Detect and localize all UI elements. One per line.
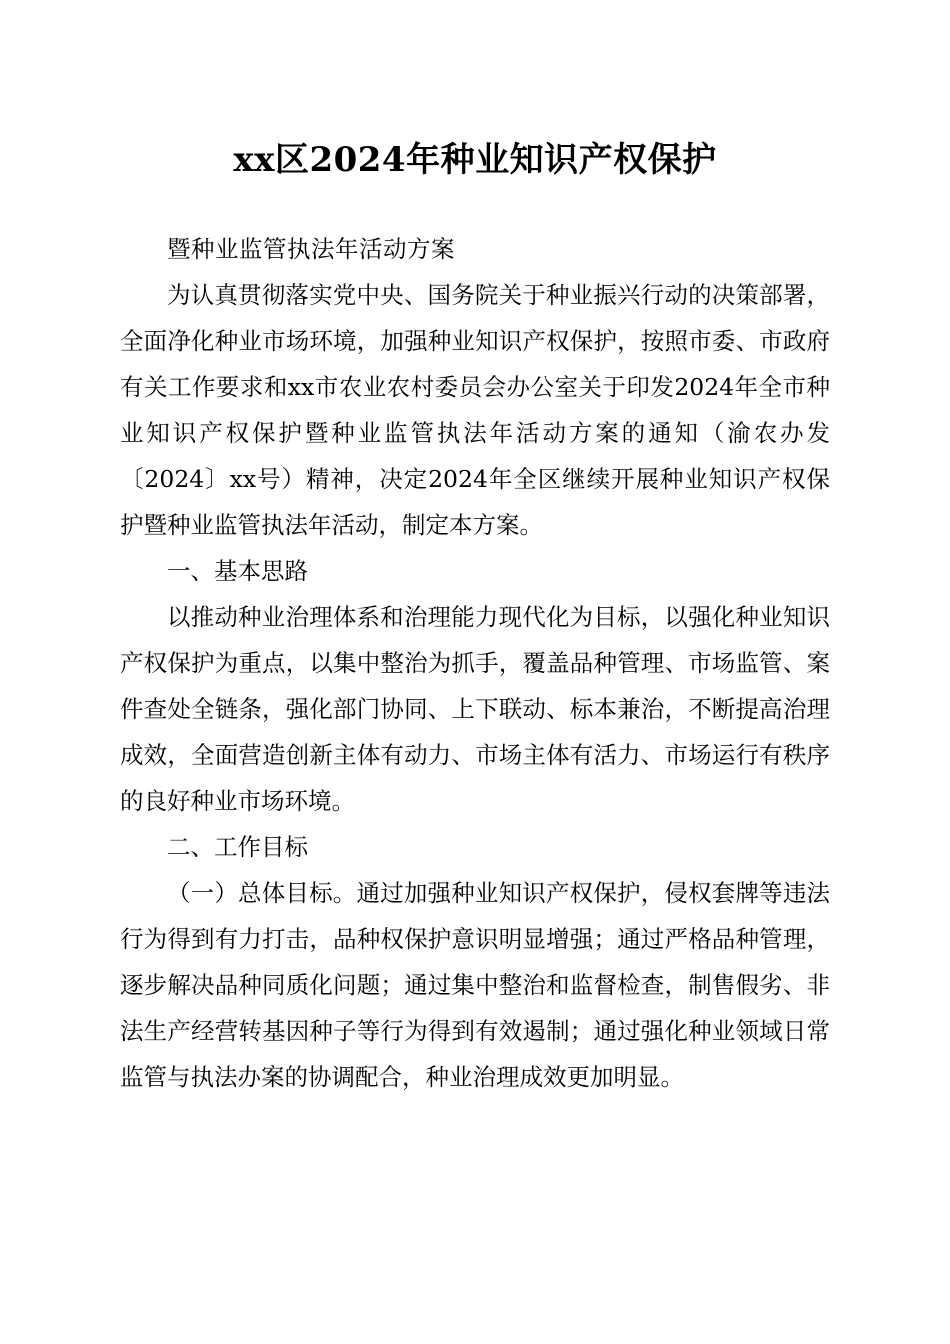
document-subtitle: 暨种业监管执法年活动方案 xyxy=(167,235,455,263)
section-paragraph-overall-goal: （一）总体目标。通过加强种业知识产权保护，侵权套牌等违法行为得到有力打击，品种权保护意识明显增强；通过严格品种管理，逐步解决品种同质化问题；通过集中整治和监督检查，制售假劣、非法生产经营转基因种子等行为得到有效遏制；通过强化种业领域日常监管与执法办案的协调配合，种业治理成效更加明显。 xyxy=(120,879,830,1091)
section-paragraph-basic-approach: 以推动种业治理体系和治理能力现代化为目标，以强化种业知识产权保护为重点，以集中整治为抓手，覆盖品种管理、市场监管、案件查处全链条，强化部门协同、上下联动、标本兼治，不断提高治理成效，全面营造创新主体有动力、市场主体有活力、市场运行有秩序的良好种业市场环境。 xyxy=(120,603,830,815)
document-body xyxy=(120,226,830,1100)
section-heading-basic-approach: 一、基本思路 xyxy=(167,557,308,585)
intro-paragraph: 为认真贯彻落实党中央、国务院关于种业振兴行动的决策部署，全面净化种业市场环境，加强种业知识产权保护，按照市委、市政府有关工作要求和xx市农业农村委员会办公室关于印发2024年全市种业知识产权保护暨种业监管执法年活动方案的通知（渝农办发〔2024〕xx号）精神，决定2024年全区继续开展种业知识产权保护暨种业监管执法年活动，制定本方案。 xyxy=(120,281,830,539)
section-heading-work-goals: 二、工作目标 xyxy=(167,833,308,861)
document-title: xx区2024年种业知识产权保护 xyxy=(233,140,717,180)
